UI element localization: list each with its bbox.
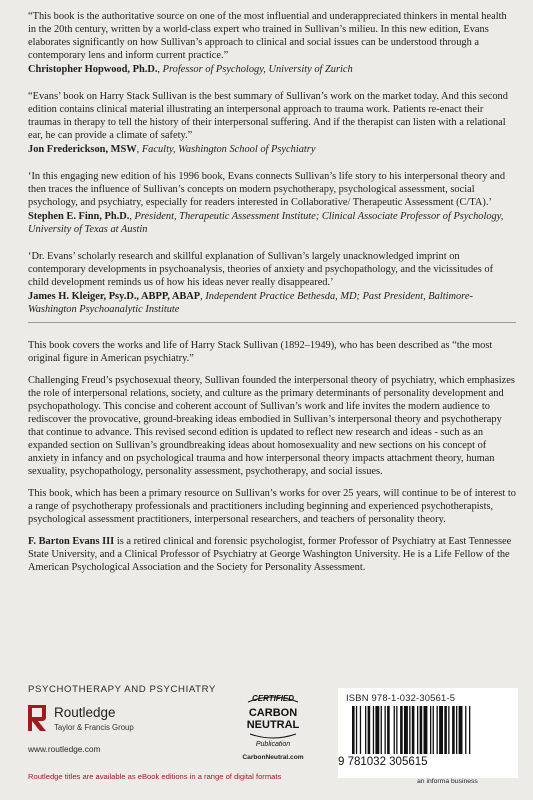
reviewer-name: James H. Kleiger, Psy.D., ABPP, ABAP xyxy=(28,291,201,302)
description-paragraph: This book, which has been a primary resource on Sullivan’s works for over 25 years, will continue to be of interest to a range of psychotherapy professionals and practitioners including beginning and experienced psychotherapists, psychological assessment practitioners, interpersonal researchers, and teachers of personality theory. xyxy=(28,488,516,525)
description-paragraph: This book covers the works and life of Harry Stack Sullivan (1892–1949), who has been described as “the most original figure in American psychiatry.” xyxy=(28,340,493,364)
carbon-neutral-seal-icon xyxy=(228,688,318,752)
review-4 xyxy=(28,250,516,316)
review-attribution: Stephen E. Finn, Ph.D., President, Therapeutic Assessment Institute; Clinical Associate Professor of Psychology, University of Texas at Austin xyxy=(28,211,504,235)
review-quote: “This book is the authoritative source on one of the most influential and underappreciated thinkers in mental health in the 20th century, written by a world-class expert who trained in Sullivan’s milieu. In this new edition, Evans elaborates significantly on how Sullivan’s approach to clinical and social issues can be understood through a contemporary lens and inform current practice.” xyxy=(28,11,507,61)
reviewer-affiliation: Faculty, Washington School of Psychiatry xyxy=(141,144,316,155)
reviewer-name: Jon Frederickson, MSW xyxy=(28,144,137,155)
carbon-neutral-badge xyxy=(228,688,318,768)
review-attribution: Christopher Hopwood, Ph.D., Professor of Psychology, University of Zurich xyxy=(28,64,353,75)
reviewer-affiliation: Professor of Psychology, University of Zurich xyxy=(162,64,353,75)
review-quote: ‘In this engaging new edition of his 1996 book, Evans connects Sullivan’s life story to his interpersonal theory and then traces the influence of Sullivan’s concepts on modern psychotherapy, psychological assessment, social psychology, and psychiatry, especially for readers interested in Collaborative/ Therapeutic Assessment (C/TA).’ xyxy=(28,171,506,208)
author-bio xyxy=(28,535,516,574)
barcode-panel xyxy=(338,688,518,778)
author-name: F. Barton Evans III xyxy=(28,536,115,547)
description-paragraph: Challenging Freud’s psychosexual theory, Sullivan founded the interpersonal theory of psychiatry, which emphasizes the role of interpersonal relations, society, and culture as the primary determinants of personality development and psychopathology. This concise and coherent account of Sullivan’s work and life invites the modern audience to rediscover the provocative, ground-breaking ideas embodied in Sullivan’s interpersonal theory and psychotherapy that continue to advance. This revised second edition is updated to reflect new research and ideas - such as an expanded section on Sullivan’s groundbreaking ideas about homosexuality and new sections on his concept of anxiety in infancy and on psychological trauma and how interpersonal theory impacts attachment theory, human sexuality, psychopathology, personality assessment, psychotherapy, and social issues. xyxy=(28,375,515,477)
review-quote: “Evans’ book on Harry Stack Sullivan is the best summary of Sullivan’s work on the market today. And this second edition contains clinical material illustrating an interpersonal approach to trauma work. Patients re-enact their traumas in therapy to tell the history of their interpersonal suffering. And if the therapist can listen with a relational ear, he can provide a climate of safety.” xyxy=(28,91,508,141)
reviewer-name: Christopher Hopwood, Ph.D. xyxy=(28,64,158,75)
series-name: PSYCHOTHERAPY AND PSYCHIATRY xyxy=(28,684,216,695)
informa-tagline: an informa business xyxy=(417,778,478,785)
carbon-neutral-url: CarbonNeutral.com xyxy=(242,754,304,761)
publication-text: Publication xyxy=(255,741,291,748)
publisher-name: Routledge xyxy=(54,705,116,720)
content-column xyxy=(28,10,516,583)
review-1 xyxy=(28,10,516,76)
carbon-text: CARBON xyxy=(248,707,298,719)
reviewer-affiliation: Independent Practice Bethesda, MD; Past President, Baltimore-Washington Psychoanalytic Institute xyxy=(28,291,473,315)
divider xyxy=(28,322,516,323)
publisher-logo xyxy=(28,703,168,743)
review-attribution: James H. Kleiger, Psy.D., ABPP, ABAP, Independent Practice Bethesda, MD; Past President, Baltimore-Washington Psychoanalytic Institute xyxy=(28,291,473,315)
barcode-digits: 9 781032 305615 xyxy=(338,756,428,768)
review-2 xyxy=(28,90,516,156)
ebook-note: Routledge titles are available as eBook editions in a range of digital formats xyxy=(28,772,282,781)
reviewer-affiliation: President, Therapeutic Assessment Institute; Clinical Associate Professor of Psychology, University of Texas at Austin xyxy=(28,211,504,235)
barcode-icon xyxy=(342,706,514,756)
author-bio-text: is a retired clinical and forensic psychologist, former Professor of Psychiatry at East Tennessee State University, and a Clinical Professor of Psychiatry at George Washington University. He is a Life Fellow of the American Psychological Association and the Society for Personality Assessment. xyxy=(28,536,512,573)
routledge-mark-icon xyxy=(28,703,50,733)
isbn: ISBN 978-1-032-30561-5 xyxy=(346,692,456,703)
publisher-website: www.routledge.com xyxy=(28,744,101,754)
neutral-text: NEUTRAL xyxy=(246,719,300,731)
certified-text: CERTIFIED xyxy=(251,694,295,703)
review-quote: ‘Dr. Evans’ scholarly research and skillful explanation of Sullivan’s largely unacknowledged imprint on contemporary developments in psychoanalysis, theories of anxiety and psychopathology, and the vicissitudes of child development reminds us of how his ideas never really disappeared.’ xyxy=(28,251,494,288)
review-3 xyxy=(28,170,516,236)
review-attribution: Jon Frederickson, MSW, Faculty, Washington School of Psychiatry xyxy=(28,144,316,155)
publisher-subtitle: Taylor & Francis Group xyxy=(54,723,134,732)
reviewer-name: Stephen E. Finn, Ph.D. xyxy=(28,211,130,222)
